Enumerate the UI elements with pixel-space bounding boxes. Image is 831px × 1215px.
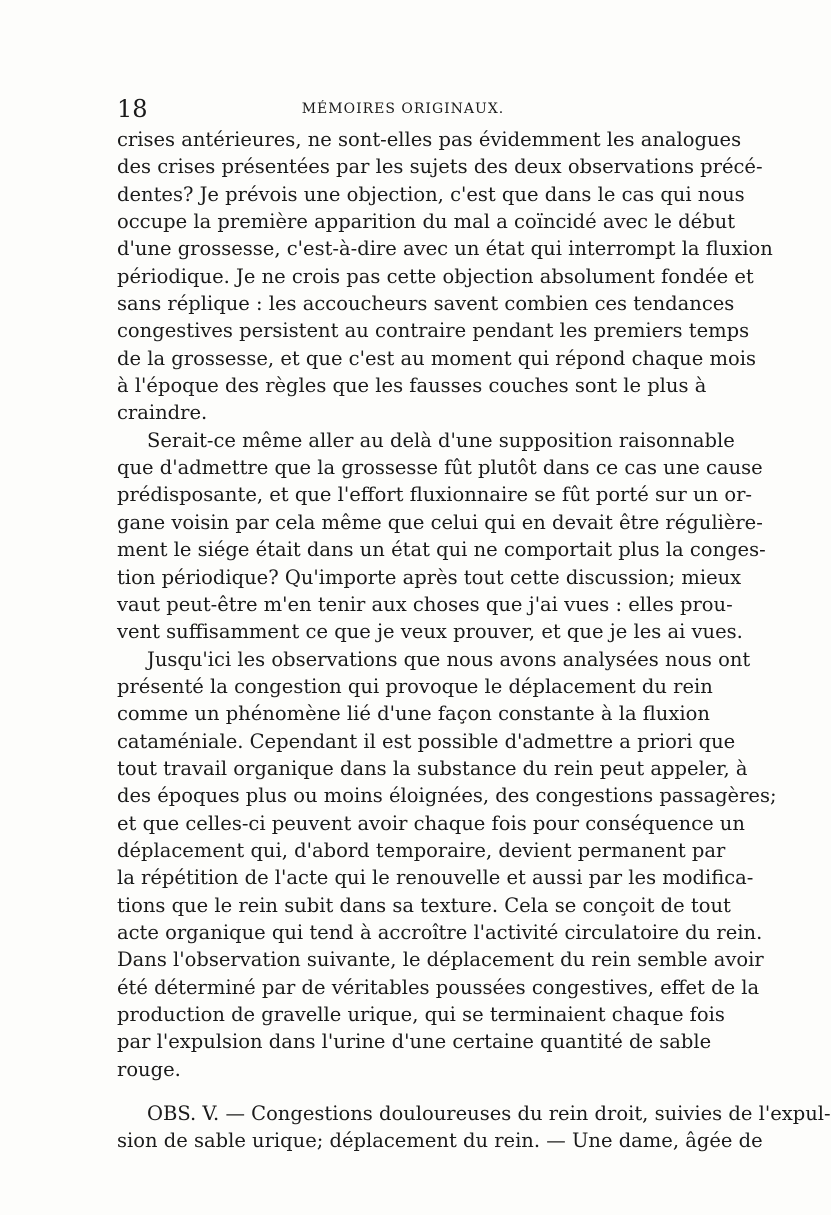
running-title: MÉMOIRES ORIGINAUX. xyxy=(301,101,505,117)
text-line: vent suffisamment ce que je veux prouver, et que je les ai vues. xyxy=(117,620,743,644)
text-line: ment le siége était dans un état qui ne comportait plus la conges- xyxy=(117,538,766,562)
text-line: des crises présentées par les sujets des deux observations précé- xyxy=(117,155,763,179)
page-number: 18 xyxy=(117,95,148,123)
text-line: acte organique qui tend à accroître l'activité circulatoire du rein. xyxy=(117,920,763,944)
text-line: Serait-ce même aller au delà d'une supposition raisonnable xyxy=(147,428,735,452)
text-line: la répétition de l'acte qui le renouvelle et aussi par les modifica- xyxy=(117,866,754,890)
text-line: occupe la première apparition du mal a coïncidé avec le début xyxy=(117,210,736,234)
text-line: de la grossesse, et que c'est au moment qui répond chaque mois xyxy=(117,346,756,370)
text-line: par l'expulsion dans l'urine d'une certaine quantité de sable xyxy=(117,1030,712,1054)
text-line: sans réplique : les accoucheurs savent combien ces tendances xyxy=(117,292,735,316)
text-line: production de gravelle urique, qui se terminaient chaque fois xyxy=(117,1003,725,1026)
text-line: rouge. xyxy=(117,1057,181,1081)
paragraph-spacer xyxy=(117,1083,692,1100)
paragraph-2 xyxy=(117,427,766,646)
text-line: d'une grossesse, c'est-à-dire avec un état qui interrompt la fluxion xyxy=(117,237,773,261)
page-header xyxy=(117,92,689,126)
text-line: et que celles-ci peuvent avoir chaque fois pour conséquence un xyxy=(117,811,745,835)
text-line: présenté la congestion qui provoque le déplacement du rein xyxy=(117,674,713,698)
text-line: été déterminé par de véritables poussées congestives, effet de la xyxy=(117,975,760,999)
text-line: crises antérieures, ne sont-elles pas évidemment les analogues xyxy=(117,128,742,151)
text-line: Jusqu'ici les observations que nous avons analysées nous ont xyxy=(147,647,751,671)
text-line: Dans l'observation suivante, le déplacement du rein semble avoir xyxy=(117,948,764,972)
text-line: des époques plus ou moins éloignées, des congestions passagères; xyxy=(117,784,777,808)
text-line: OBS. V. — Congestions douloureuses du rein droit, suivies de l'expul- xyxy=(147,1102,831,1126)
body-text xyxy=(117,126,831,1155)
text-line: comme un phénomène lié d'une façon constante à la fluxion xyxy=(117,702,710,726)
text-line: dentes? Je prévois une objection, c'est que dans le cas qui nous xyxy=(117,182,745,206)
text-line: gane voisin par cela même que celui qui en devait être régulière- xyxy=(117,510,763,534)
text-line: tion périodique? Qu'importe après tout cette discussion; mieux xyxy=(117,565,742,589)
text-line: à l'époque des règles que les fausses couches sont le plus à xyxy=(117,374,707,398)
paragraph-1 xyxy=(117,126,773,427)
text-line: craindre. xyxy=(117,401,208,425)
text-line: tions que le rein subit dans sa texture. Cela se conçoit de tout xyxy=(117,893,731,917)
text-line: congestives persistent au contraire pendant les premiers temps xyxy=(117,319,750,343)
observation-heading xyxy=(117,1100,831,1155)
text-line: périodique. Je ne crois pas cette objection absolument fondée et xyxy=(117,264,754,288)
text-line: tout travail organique dans la substance du rein peut appeler, à xyxy=(117,756,748,780)
text-line: que d'admettre que la grossesse fût plutôt dans ce cas une cause xyxy=(117,456,763,480)
text-line: vaut peut-être m'en tenir aux choses que j'ai vues : elles prou- xyxy=(117,592,733,616)
text-line: prédisposante, et que l'effort fluxionnaire se fût porté sur un or- xyxy=(117,483,753,507)
paragraph-3 xyxy=(117,646,777,1084)
text-line: cataméniale. Cependant il est possible d'admettre a priori que xyxy=(117,729,736,753)
text-line: sion de sable urique; déplacement du rein. — Une dame, âgée de xyxy=(117,1129,763,1153)
text-line: déplacement qui, d'abord temporaire, devient permanent par xyxy=(117,838,726,862)
